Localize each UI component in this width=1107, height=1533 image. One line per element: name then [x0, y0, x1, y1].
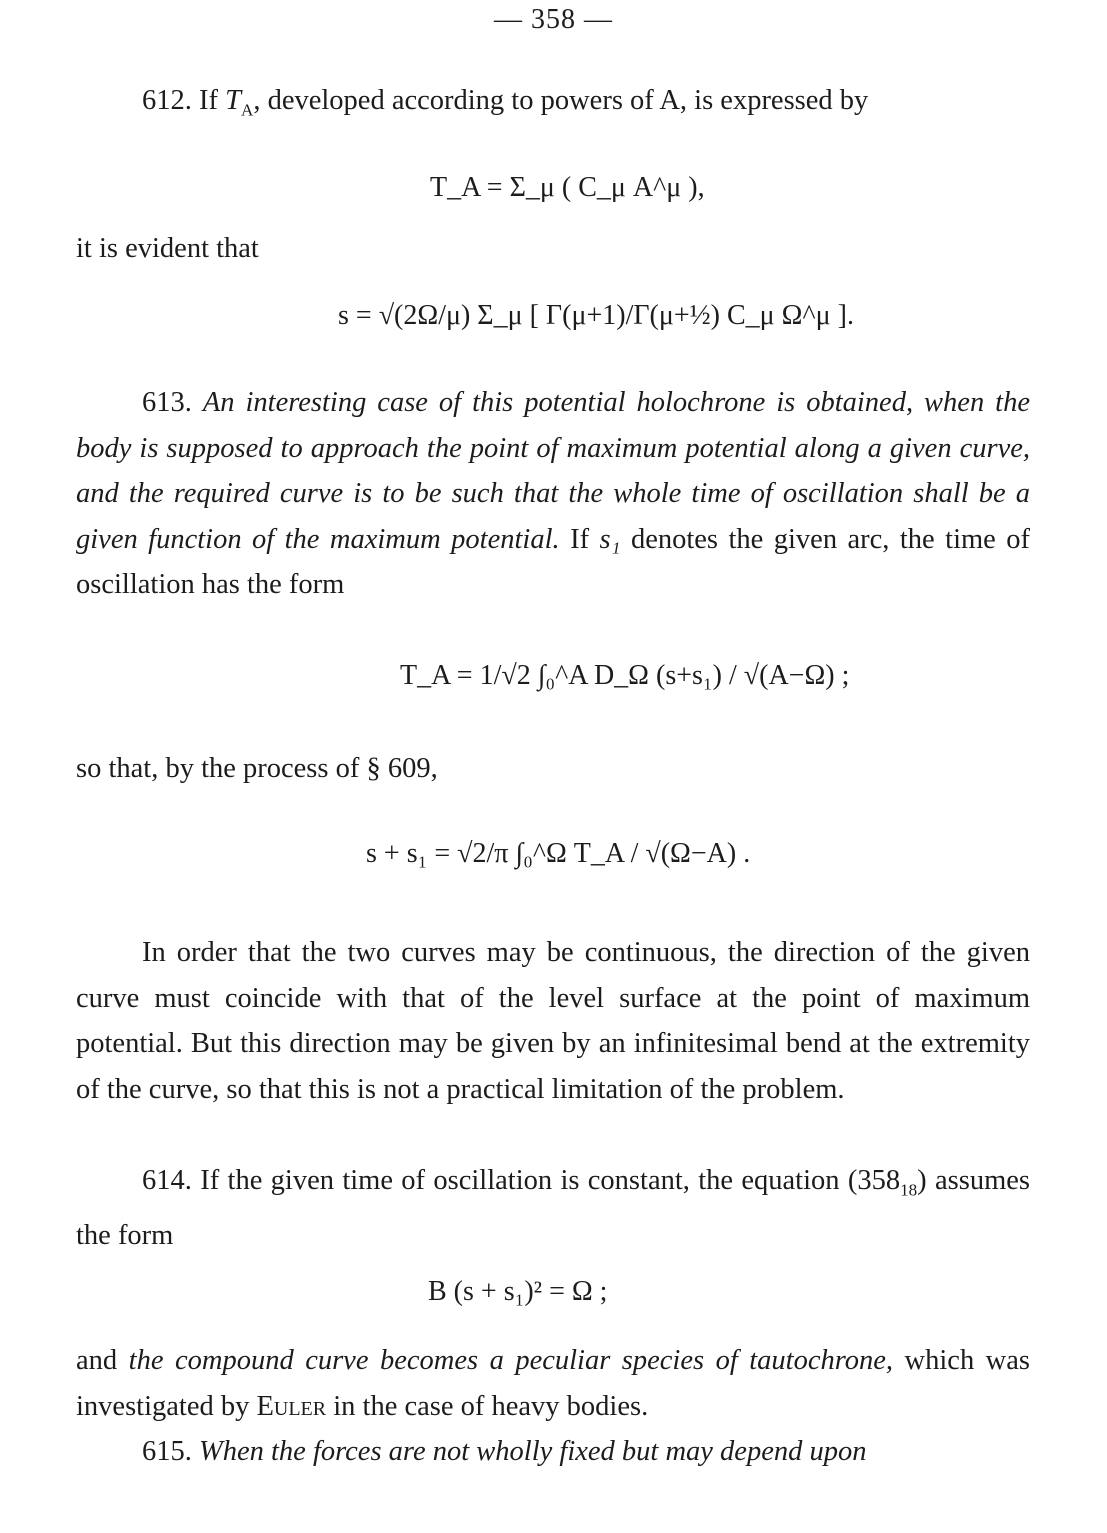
paragraph-order: In order that the two curves may be continuous, the direction of the given curve must coincide with that of the level surface at the point of maximum potential. But this direction may be given by an infinitesimal bend at the extremity of the curve, so that this is not a practical limitation of the problem.: [76, 937, 1030, 1105]
page-number: — 358 —: [494, 4, 613, 35]
equation-3: T_A = 1/√2 ∫₀^A D_Ω (s+s₁) / √(A−Ω) ;: [400, 660, 850, 691]
equation-5: B (s + s₁)² = Ω ;: [428, 1276, 608, 1307]
paragraph-compound: and the compound curve becomes a peculiar species of tautochrone, which was investigated by Euler in the case of heavy bodies.: [76, 1345, 1031, 1422]
paragraph-613: 613. An interesting case of this potential holochrone is obtained, when the body is supposed to approach the point of maximum potential along a given curve, and the required curve is to be such that the whole time of oscillation shall be a given function of the maximum potential. If s₁ denotes the given arc, the time of oscillation has the form: [76, 387, 1031, 600]
text-process: so that, by the process of § 609,: [76, 753, 438, 784]
paragraph-614: 614. If the given time of oscillation is constant, the equation $(358_{18})$ assumes the form: [76, 1165, 1030, 1252]
equation-4: s + s₁ = √2/π ∫₀^Ω T_A / √(Ω−A) .: [366, 838, 751, 869]
paragraph-612: 612. If $T_A$, developed according to powers of A, is expressed by: [142, 85, 869, 120]
text-evident: it is evident that: [76, 233, 259, 264]
equation-1: T_A = Σ_μ ( C_μ A^μ ),: [430, 172, 705, 203]
paragraph-615: 615. When the forces are not wholly fixed but may depend upon: [142, 1436, 867, 1467]
equation-2: s = √(2Ω/μ) Σ_μ [ Γ(μ+1)/Γ(μ+½) C_μ Ω^μ ].: [338, 300, 854, 331]
